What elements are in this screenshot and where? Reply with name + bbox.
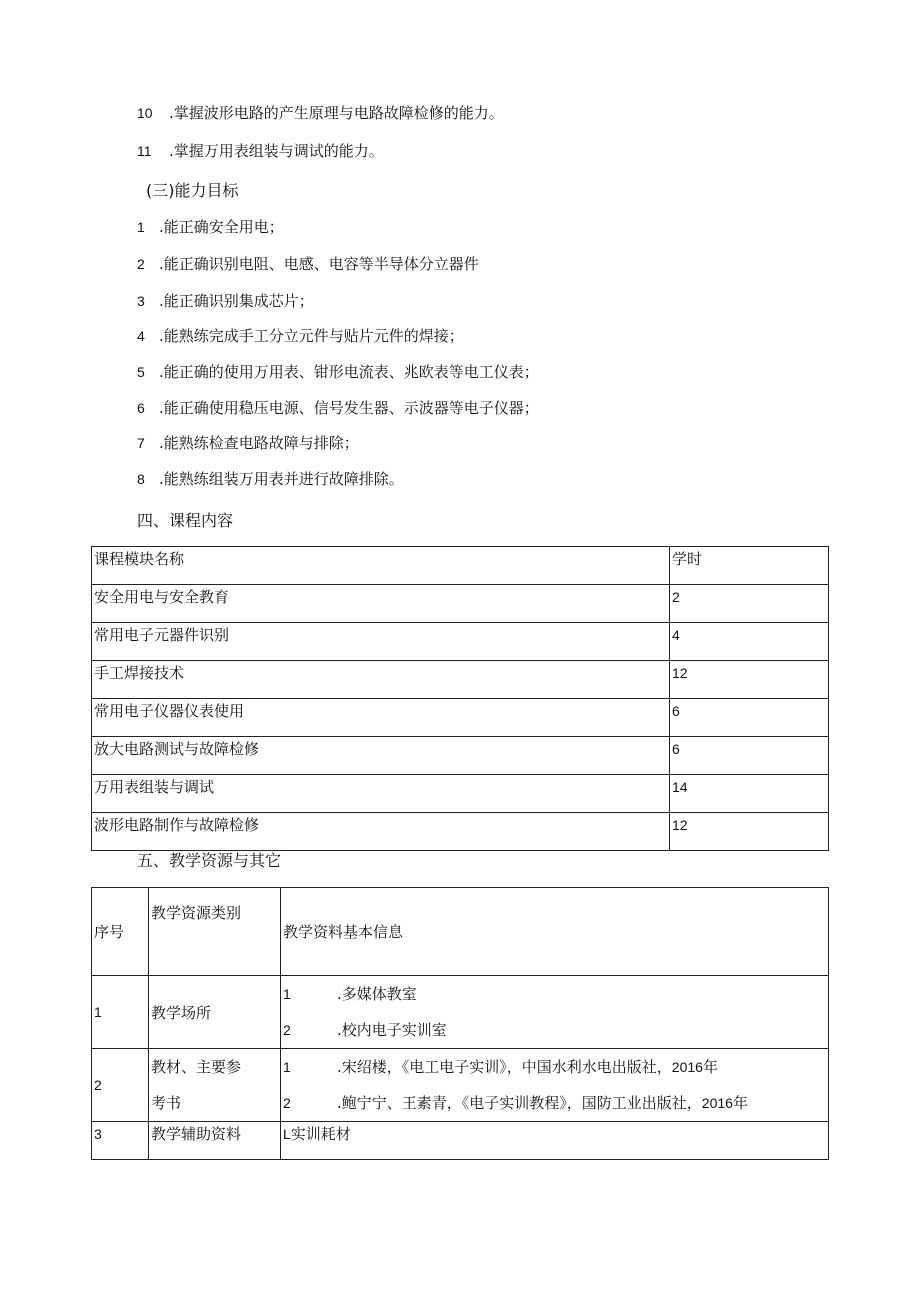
list-text: .能正确使用稳压电源、信号发生器、示波器等电子仪器； <box>159 399 539 417</box>
list-number: 2 <box>137 256 145 272</box>
table-cell: 放大电路测试与故障检修 <box>92 737 670 775</box>
ability-list-item <box>137 290 314 312</box>
list-text: .掌握波形电路的产生原理与电路故障检修的能力。 <box>169 104 504 122</box>
table-cell: 常用电子仪器仪表使用 <box>92 699 670 737</box>
section-heading-resources: 五、教学资源与其它 <box>137 851 282 870</box>
table-cell <box>281 1122 829 1160</box>
list-text: .校内电子实训室 <box>337 1021 447 1039</box>
list-text: .能熟练组装万用表并进行故障排除。 <box>159 470 404 488</box>
table-cell: 教学场所 <box>149 976 281 1049</box>
list-number: 3 <box>137 293 145 309</box>
table-row <box>92 813 829 851</box>
table-cell: 12 <box>670 661 829 699</box>
list-item <box>283 1012 828 1048</box>
list-text: .多媒体教室 <box>337 985 417 1003</box>
list-number: 5 <box>137 364 145 380</box>
ability-list-item <box>137 397 539 419</box>
list-number: 1 <box>283 986 291 1002</box>
resource-table <box>91 887 829 1160</box>
list-text-suffix: 年 <box>732 1094 748 1112</box>
table-header-cell: 学时 <box>670 547 829 585</box>
ability-heading: (三)能力目标 <box>146 181 239 200</box>
ability-list-item <box>137 468 404 490</box>
list-text-suffix: 年 <box>702 1058 718 1076</box>
list-text: .能正确安全用电； <box>159 218 284 236</box>
ability-list-item <box>137 361 539 383</box>
table-cell: 教学辅助资料 <box>149 1122 281 1160</box>
list-item <box>283 976 828 1012</box>
table-header-row <box>92 888 829 976</box>
table-row <box>92 585 829 623</box>
list-number: 1 <box>283 1059 291 1075</box>
list-text: .能正确的使用万用表、钳形电流表、兆欧表等电工仪表； <box>159 363 539 381</box>
table-row <box>92 1122 829 1160</box>
category-line: 教材、主要参 <box>151 1058 242 1076</box>
table-cell: 14 <box>670 775 829 813</box>
list-number: 1 <box>137 219 145 235</box>
list-number: 11 <box>137 143 152 159</box>
list-number: 4 <box>137 328 145 344</box>
list-number: 2 <box>283 1022 291 1038</box>
list-text: .能正确识别电阻、电感、电容等半导体分立器件 <box>159 255 479 273</box>
section-heading-course-content: 四、课程内容 <box>137 511 234 530</box>
list-text: .能熟练完成手工分立元件与贴片元件的焊接； <box>159 327 464 345</box>
table-cell: 安全用电与安全教育 <box>92 585 670 623</box>
table-row <box>92 623 829 661</box>
table-header-row <box>92 547 829 585</box>
course-content-table <box>91 546 829 851</box>
list-item <box>283 1085 828 1121</box>
year-text: 2016 <box>671 1059 703 1075</box>
table-cell: 4 <box>670 623 829 661</box>
table-cell: 6 <box>670 699 829 737</box>
list-number: 2 <box>283 1095 291 1111</box>
year-text: 2016 <box>701 1095 733 1111</box>
list-number: 6 <box>137 400 145 416</box>
table-cell: 2 <box>92 1049 149 1122</box>
table-header-cell: 序号 <box>92 888 149 976</box>
list-text: .掌握万用表组装与调试的能力。 <box>169 142 384 160</box>
table-row <box>92 976 829 1049</box>
table-cell: 波形电路制作与故障检修 <box>92 813 670 851</box>
table-row <box>92 699 829 737</box>
table-cell: 12 <box>670 813 829 851</box>
ability-list-item <box>137 325 464 347</box>
list-text: 实训耗材 <box>290 1125 351 1143</box>
table-row <box>92 1049 829 1122</box>
table-header-cell: 教学资源类别 <box>149 888 281 976</box>
table-cell: 1 <box>92 976 149 1049</box>
list-number: 7 <box>137 435 145 451</box>
table-header-cell: 课程模块名称 <box>92 547 670 585</box>
table-cell <box>149 1049 281 1122</box>
skills-list-item <box>137 140 384 162</box>
list-prefix: L <box>283 1126 291 1142</box>
list-number: 8 <box>137 471 145 487</box>
list-text: .鲍宁宁、王素青，《电子实训教程》，国防工业出版社， <box>337 1094 702 1112</box>
table-cell <box>281 976 829 1049</box>
table-cell: 万用表组装与调试 <box>92 775 670 813</box>
list-number: 10 <box>137 105 153 121</box>
table-row <box>92 661 829 699</box>
table-cell <box>281 1049 829 1122</box>
list-text: .宋绍楼，《电工电子实训》，中国水利水电出版社， <box>337 1058 672 1076</box>
table-cell: 手工焊接技术 <box>92 661 670 699</box>
table-row <box>92 775 829 813</box>
table-cell: 常用电子元器件识别 <box>92 623 670 661</box>
ability-list-item <box>137 432 359 454</box>
category-line: 考书 <box>151 1094 182 1112</box>
ability-list-item <box>137 216 284 238</box>
list-text: .能熟练检查电路故障与排除； <box>159 434 359 452</box>
table-cell: 3 <box>92 1122 149 1160</box>
skills-list-item <box>137 102 504 124</box>
table-header-cell: 教学资料基本信息 <box>281 888 829 976</box>
list-item <box>283 1049 828 1085</box>
ability-list-item <box>137 253 479 275</box>
table-cell: 2 <box>670 585 829 623</box>
list-text: .能正确识别集成芯片； <box>159 292 314 310</box>
table-row <box>92 737 829 775</box>
table-cell: 6 <box>670 737 829 775</box>
